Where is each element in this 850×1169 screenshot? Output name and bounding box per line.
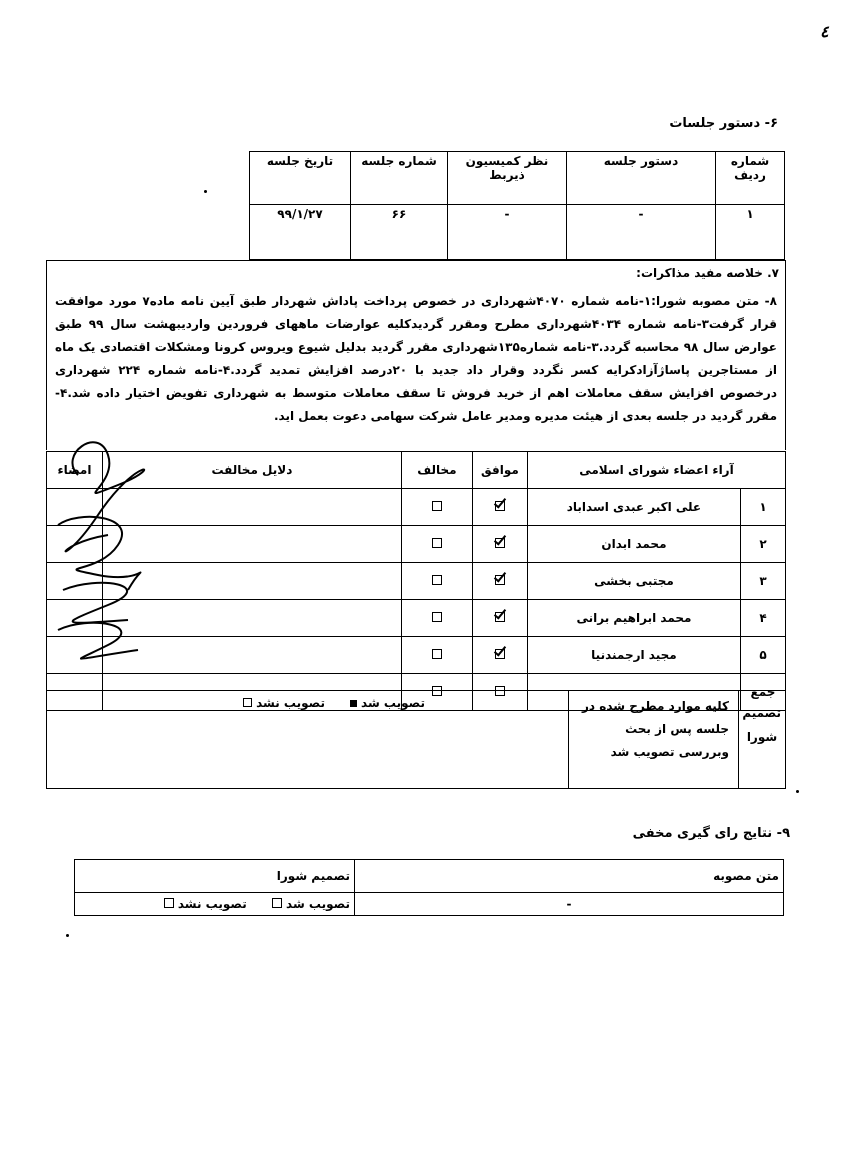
secret-resolution-value: - [355, 893, 784, 916]
member-name: محمد ابراهیم برانی [527, 600, 740, 637]
header-signature: امضاء [47, 452, 103, 489]
signature-scribbles-icon [38, 415, 168, 665]
member-name: مجید ارجمندنیا [527, 637, 740, 674]
secret-resolution-header: متن مصوبه [355, 860, 784, 893]
agree-checkbox[interactable] [495, 575, 505, 585]
oppose-checkbox[interactable] [432, 538, 442, 548]
secret-not-approved-checkbox[interactable] [164, 898, 174, 908]
header-session-date: تاریخ جلسه [250, 152, 351, 205]
summary-title: ۷. خلاصه مفید مذاکرات: [636, 266, 779, 280]
decision-not-approved-label: تصویب نشد [256, 696, 325, 710]
header-row-number: شماره ردیف [716, 152, 785, 205]
member-name: علی اکبر عبدی اسداباد [527, 489, 740, 526]
member-number: ۱ [741, 489, 786, 526]
scan-speck [66, 934, 69, 937]
resolution-text: ۸- متن مصوبه شورا:۱-نامه شماره ۴۰۷۰شهرداری در خصوص پرداخت پاداش شهردار طبق آیین نامه ماده۷ مورد موافقت قرار گرفت۳-نامه شماره ۴۰۳۴شهرداری مطرح ومقرر گردیدکلیه عوارضات ماههای فروردین واردیبهشت سال ۹۹ طبق عوارض سال ۹۸ محاسبه گردد.۳-نامه شماره۱۳۵شهرداری مقرر گردید بدلیل شیوع ویروس کرونا ومشکلات اقتصادی یک ماه از مستاجرین پاساژآزادکرایه کسر نگردد وقرار داد جدید با ۲۰درصد افزایش تمدید گردد.۴-نامه شماره ۲۲۴ شهرداری درخصوص افزایش سقف معاملات اهم از خرید فروش تا سقف معاملات متوسط به شهرداری تفویض اختیار داده شد.۴-مقرر گردید در جلسه بعدی از هیئت مدیره ومدیر عامل شرکت سهامی دعوت بعمل اید. [55, 294, 778, 423]
page-mark: ٤ [820, 22, 829, 41]
header-members: آراء اعضاء شورای اسلامی [527, 452, 785, 489]
agenda-table [249, 151, 785, 260]
header-agenda: دستور جلسه [567, 152, 716, 205]
header-oppose: مخالف [401, 452, 472, 489]
member-number: ۵ [741, 637, 786, 674]
agree-checkbox[interactable] [495, 649, 505, 659]
oppose-checkbox[interactable] [432, 575, 442, 585]
decision-approved-label: تصویب شد [361, 696, 425, 710]
decision-box [46, 690, 786, 789]
member-number: ۴ [741, 600, 786, 637]
decision-label: تصمیم شورا [742, 706, 781, 744]
decision-text: کلیه موارد مطرح شده در جلسه پس از بحث وبررسی تصویب شد [581, 699, 729, 759]
agree-checkbox[interactable] [495, 612, 505, 622]
secret-approved-checkbox[interactable] [272, 898, 282, 908]
header-session-number: شماره جلسه [351, 152, 448, 205]
oppose-checkbox[interactable] [432, 649, 442, 659]
member-number: ۳ [741, 563, 786, 600]
cell-agenda: - [567, 205, 716, 260]
header-agree: موافق [472, 452, 527, 489]
scan-speck [796, 790, 799, 793]
agenda-title: ۶- دستور جلسات [669, 116, 778, 131]
cell-session-date: ۹۹/۱/۲۷ [250, 205, 351, 260]
header-commission: نظر کمیسیون ذیربط [448, 152, 567, 205]
approved-checkbox-filled[interactable] [350, 700, 357, 707]
member-number: ۲ [741, 526, 786, 563]
member-name: محمد ابدان [527, 526, 740, 563]
member-name: مجتبی بخشی [527, 563, 740, 600]
decision-not-approved-option [243, 696, 325, 710]
cell-row-number: ۱ [716, 205, 785, 260]
secret-approved-label: تصویب شد [286, 897, 350, 911]
secret-not-approved-label: تصویب نشد [177, 897, 247, 911]
scan-speck [204, 190, 207, 193]
decision-text-cell [568, 691, 739, 788]
secret-decision-header: تصمیم شورا [75, 860, 355, 893]
secret-vote-table [74, 859, 784, 916]
agree-checkbox[interactable] [495, 538, 505, 548]
secret-vote-title: ۹- نتایج رای گیری مخفی [632, 826, 790, 841]
cell-session-number: ۶۶ [351, 205, 448, 260]
oppose-checkbox[interactable] [432, 612, 442, 622]
decision-approved-option [350, 696, 425, 710]
not-approved-checkbox[interactable] [243, 698, 252, 707]
decision-label-cell [738, 691, 785, 788]
cell-commission: - [448, 205, 567, 260]
summary-box [46, 260, 786, 287]
agree-checkbox[interactable] [495, 501, 505, 511]
header-reasons: دلایل مخالفت [102, 452, 401, 489]
oppose-checkbox[interactable] [432, 501, 442, 511]
total-label: جمع [741, 674, 786, 711]
